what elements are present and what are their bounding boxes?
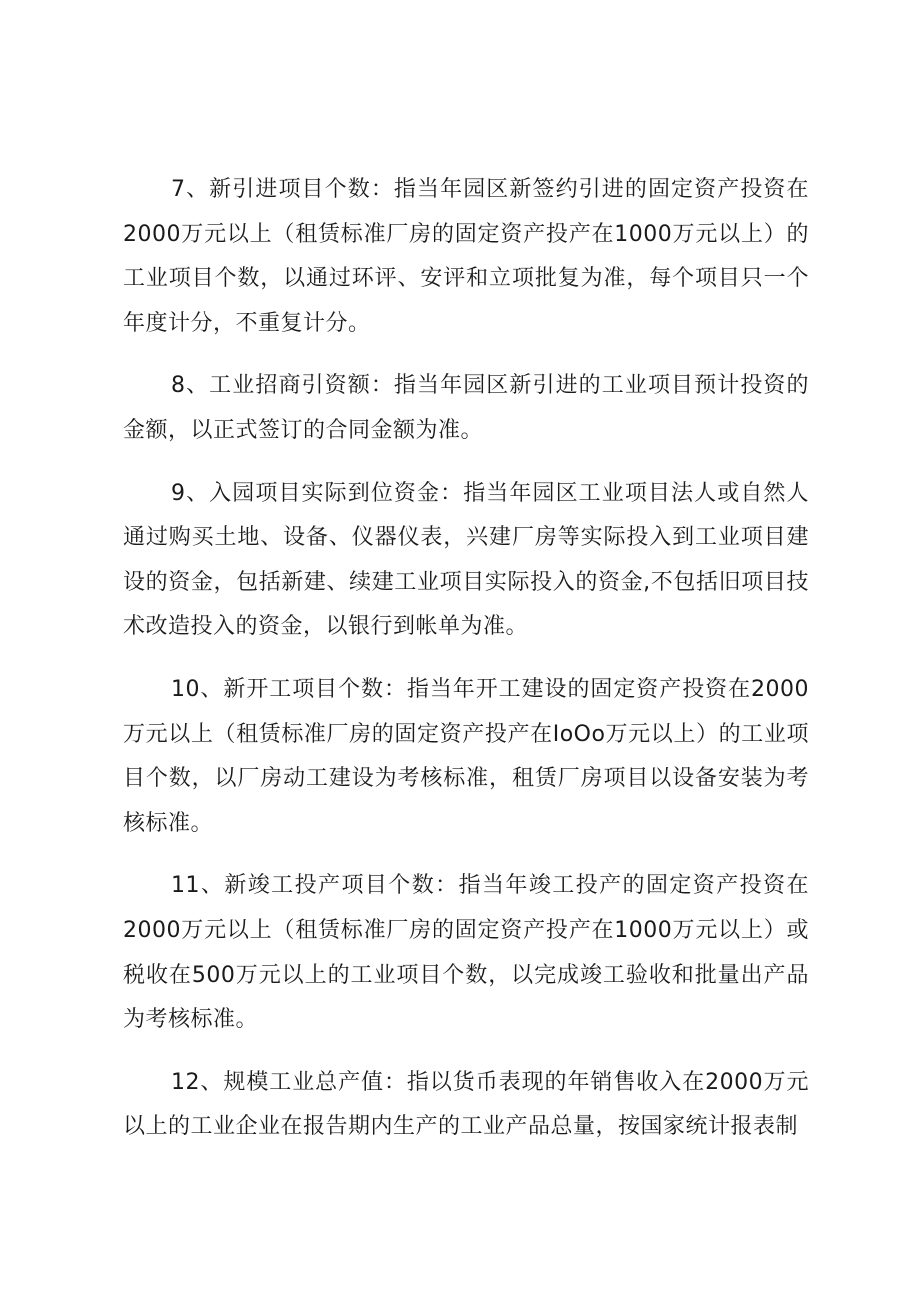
paragraph-item-12: 12、规模工业总产值：指以货币表现的年销售收入在2000万元以上的工业企业在报告期内生产的工业产品总量，按国家统计报表制 (123, 1069, 809, 1140)
paragraph-item-9: 9、入园项目实际到位资金：指当年园区工业项目法人或自然人通过购买土地、设备、仪器仪表，兴建厂房等实际投入到工业项目建设的资金，包括新建、续建工业项目实际投入的资金,不包括旧项目技术改造投入的资金，以银行到帐单为准。 (123, 480, 809, 640)
document-body (123, 168, 809, 1168)
paragraph-item-7: 7、新引进项目个数：指当年园区新签约引进的固定资产投资在2000万元以上（租赁标准厂房的固定资产投产在1000万元以上）的工业项目个数，以通过环评、安评和立项批复为准，每个项目只一个年度计分，不重复计分。 (123, 177, 809, 336)
paragraph-item-11: 11、新竣工投产项目个数：指当年竣工投产的固定资产投资在2000万元以上（租赁标准厂房的固定资产投产在1000万元以上）或税收在500万元以上的工业项目个数，以完成竣工验收和批量出产品为考核标准。 (123, 873, 809, 1033)
paragraph-item-10: 10、新开工项目个数：指当年开工建设的固定资产投资在2000万元以上（租赁标准厂房的固定资产投产在IoOo万元以上）的工业项目个数，以厂房动工建设为考核标准，租赁厂房项目以设备安装为考核标准。 (123, 676, 809, 836)
paragraph-item-8: 8、工业招商引资额：指当年园区新引进的工业项目预计投资的金额，以正式签订的合同金额为准。 (123, 373, 809, 443)
